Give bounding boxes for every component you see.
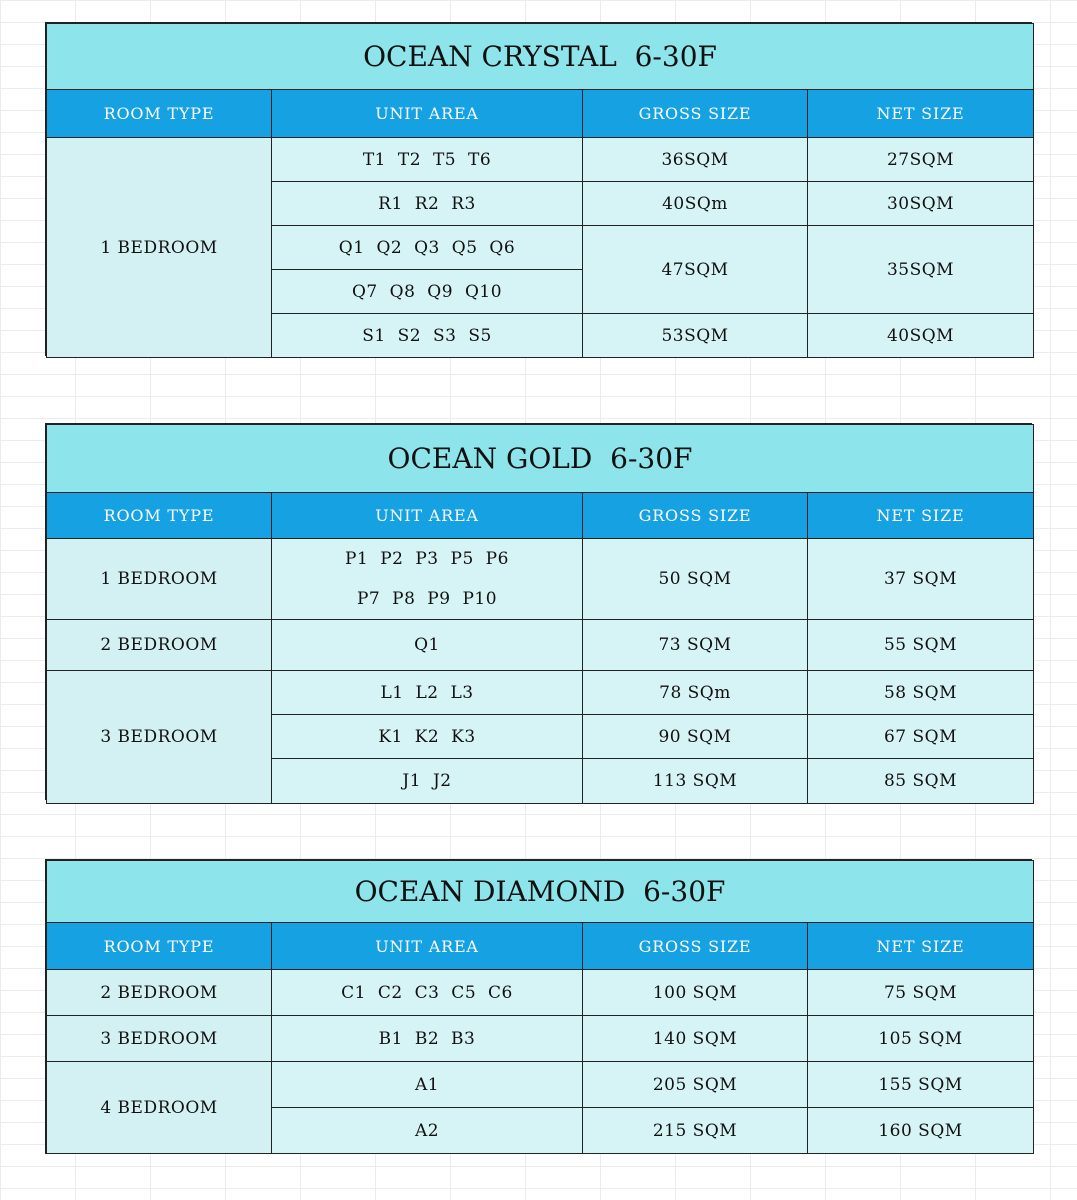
unit-area-cell: Q1 Q2 Q3 Q5 Q6 <box>272 226 583 270</box>
room-type-cell: 2 BEDROOM <box>47 970 272 1016</box>
header-net-size: NET SIZE <box>808 493 1034 539</box>
gross-size-cell: 90 SQM <box>583 715 808 759</box>
header-room-type: ROOM TYPE <box>47 90 272 138</box>
header-gross-size: GROSS SIZE <box>583 90 808 138</box>
gross-size-cell: 53SQM <box>583 314 808 358</box>
table-title: OCEAN GOLD 6-30F <box>47 425 1034 493</box>
unit-area-cell: T1 T2 T5 T6 <box>272 138 583 182</box>
unit-area-cell: Q7 Q8 Q9 Q10 <box>272 270 583 314</box>
net-size-cell: 30SQM <box>808 182 1034 226</box>
net-size-cell: 37 SQM <box>808 539 1034 620</box>
ocean-diamond-table <box>45 859 1032 1154</box>
room-type-cell: 2 BEDROOM <box>47 620 272 671</box>
net-size-cell: 85 SQM <box>808 759 1034 804</box>
table-title: OCEAN CRYSTAL 6-30F <box>47 24 1034 90</box>
net-size-cell: 35SQM <box>808 226 1034 314</box>
room-type-cell: 3 BEDROOM <box>47 1016 272 1062</box>
header-unit-area: UNIT AREA <box>272 923 583 970</box>
gross-size-cell: 47SQM <box>583 226 808 314</box>
net-size-cell: 75 SQM <box>808 970 1034 1016</box>
header-unit-area: UNIT AREA <box>272 493 583 539</box>
room-type-cell: 1 BEDROOM <box>47 539 272 620</box>
gross-size-cell: 140 SQM <box>583 1016 808 1062</box>
unit-area-cell: L1 L2 L3 <box>272 671 583 715</box>
table-title: OCEAN DIAMOND 6-30F <box>47 861 1034 923</box>
header-gross-size: GROSS SIZE <box>583 493 808 539</box>
header-gross-size: GROSS SIZE <box>583 923 808 970</box>
room-type-cell: 1 BEDROOM <box>47 138 272 358</box>
unit-area-cell: K1 K2 K3 <box>272 715 583 759</box>
net-size-cell: 55 SQM <box>808 620 1034 671</box>
gross-size-cell: 215 SQM <box>583 1108 808 1154</box>
gross-size-cell: 205 SQM <box>583 1062 808 1108</box>
unit-area-line: P1 P2 P3 P5 P6 <box>345 549 509 569</box>
net-size-cell: 58 SQM <box>808 671 1034 715</box>
gross-size-cell: 100 SQM <box>583 970 808 1016</box>
unit-area-cell: S1 S2 S3 S5 <box>272 314 583 358</box>
gross-size-cell: 50 SQM <box>583 539 808 620</box>
net-size-cell: 27SQM <box>808 138 1034 182</box>
gross-size-cell: 78 SQm <box>583 671 808 715</box>
unit-area-cell: R1 R2 R3 <box>272 182 583 226</box>
net-size-cell: 155 SQM <box>808 1062 1034 1108</box>
net-size-cell: 67 SQM <box>808 715 1034 759</box>
ocean-crystal-table <box>45 22 1032 356</box>
unit-area-cell: B1 B2 B3 <box>272 1016 583 1062</box>
header-unit-area: UNIT AREA <box>272 90 583 138</box>
gross-size-cell: 113 SQM <box>583 759 808 804</box>
unit-area-cell: C1 C2 C3 C5 C6 <box>272 970 583 1016</box>
unit-area-cell: J1 J2 <box>272 759 583 804</box>
unit-area-cell: A2 <box>272 1108 583 1154</box>
unit-area-cell: A1 <box>272 1062 583 1108</box>
net-size-cell: 40SQM <box>808 314 1034 358</box>
gross-size-cell: 40SQm <box>583 182 808 226</box>
gross-size-cell: 73 SQM <box>583 620 808 671</box>
header-room-type: ROOM TYPE <box>47 923 272 970</box>
header-net-size: NET SIZE <box>808 923 1034 970</box>
net-size-cell: 160 SQM <box>808 1108 1034 1154</box>
unit-area-cell: Q1 <box>272 620 583 671</box>
header-room-type: ROOM TYPE <box>47 493 272 539</box>
room-type-cell: 4 BEDROOM <box>47 1062 272 1154</box>
unit-area-line: P7 P8 P9 P10 <box>356 589 498 609</box>
header-net-size: NET SIZE <box>808 90 1034 138</box>
room-type-cell: 3 BEDROOM <box>47 671 272 804</box>
ocean-gold-table <box>45 423 1032 800</box>
net-size-cell: 105 SQM <box>808 1016 1034 1062</box>
gross-size-cell: 36SQM <box>583 138 808 182</box>
unit-area-cell <box>272 539 583 620</box>
